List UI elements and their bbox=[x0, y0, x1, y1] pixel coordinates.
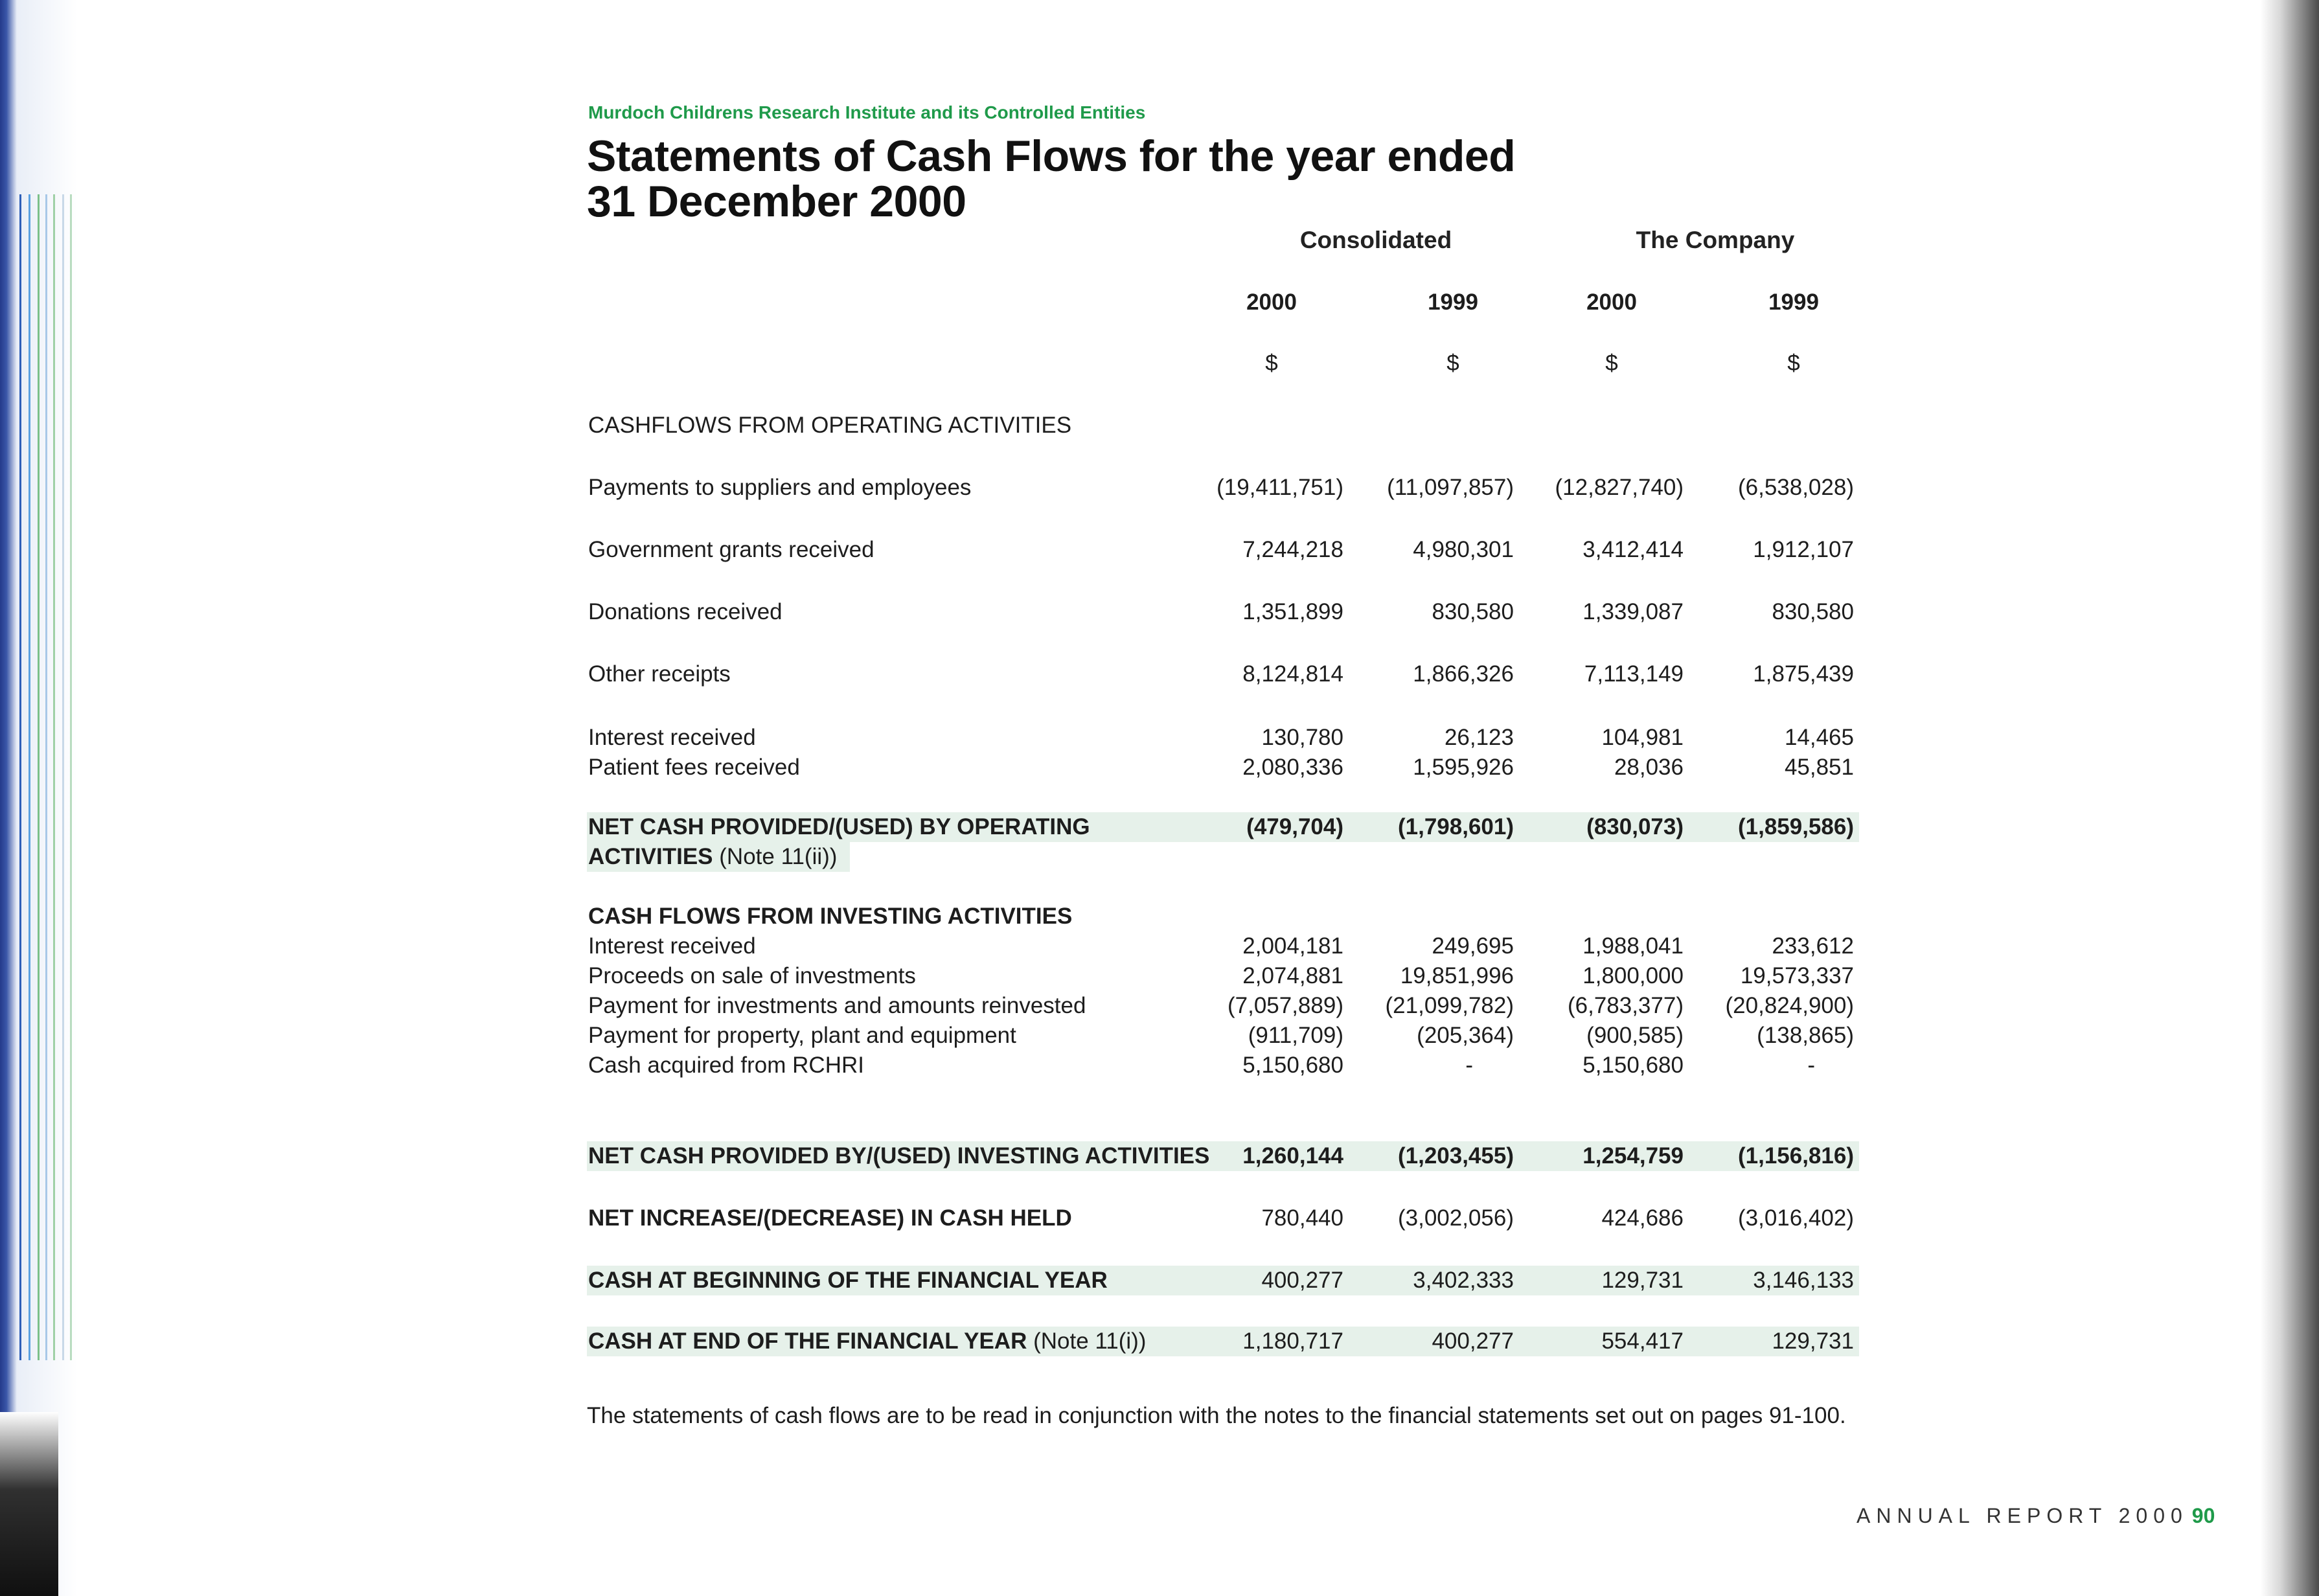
table-row bbox=[587, 991, 1859, 1021]
row-label bbox=[588, 1327, 1146, 1356]
cell-value: (11,097,857) bbox=[1387, 475, 1514, 500]
row-label: Cash acquired from RCHRI bbox=[588, 1053, 864, 1078]
cell-value: (12,827,740) bbox=[1555, 475, 1684, 500]
cell-value: 104,981 bbox=[1601, 725, 1684, 750]
table-row bbox=[587, 1051, 1859, 1080]
cell-value: 2,004,181 bbox=[1242, 933, 1343, 959]
cell-value: (830,073) bbox=[1586, 814, 1684, 839]
cell-value: 1,254,759 bbox=[1582, 1143, 1684, 1168]
cell-value: - bbox=[1807, 1053, 1815, 1078]
table-row bbox=[587, 1021, 1859, 1051]
section-heading bbox=[587, 902, 1859, 931]
footer-label: ANNUAL REPORT 2000 bbox=[1856, 1504, 2188, 1527]
row-label: Interest received bbox=[588, 725, 756, 750]
table-row bbox=[587, 931, 1859, 961]
total-row-cash-end bbox=[587, 1327, 1859, 1356]
column-group-company: The Company bbox=[1636, 227, 1795, 253]
cell-value: 1,988,041 bbox=[1582, 933, 1684, 959]
cell-value: 129,731 bbox=[1601, 1268, 1684, 1293]
cell-value: 28,036 bbox=[1614, 755, 1684, 780]
binding-stripe bbox=[70, 194, 72, 1360]
table-row bbox=[587, 597, 1859, 627]
cell-value: 1,595,926 bbox=[1413, 755, 1514, 780]
note-reference: (Note 11(ii)) bbox=[719, 844, 838, 869]
table-row bbox=[587, 961, 1859, 991]
cell-value: (900,585) bbox=[1586, 1023, 1684, 1048]
currency-header: $ bbox=[1446, 350, 1459, 376]
investing-heading: CASH FLOWS FROM INVESTING ACTIVITIES bbox=[588, 904, 1073, 929]
cell-value: 554,417 bbox=[1601, 1328, 1684, 1354]
cell-value: (1,156,816) bbox=[1737, 1143, 1854, 1168]
cell-value: (1,859,586) bbox=[1737, 814, 1854, 839]
row-label: Payments to suppliers and employees bbox=[588, 475, 972, 500]
table-row bbox=[587, 473, 1859, 503]
year-header-row bbox=[587, 288, 1859, 317]
cell-value: 2,074,881 bbox=[1242, 963, 1343, 988]
binding-stripe bbox=[53, 194, 55, 1360]
page-title: Statements of Cash Flows for the year ended 31 December 2000 bbox=[587, 131, 1516, 226]
cell-value: 2,080,336 bbox=[1242, 755, 1343, 780]
book-binding-edge bbox=[0, 0, 78, 1596]
row-label bbox=[588, 812, 1145, 872]
table-row bbox=[587, 723, 1859, 753]
cell-value: 780,440 bbox=[1261, 1205, 1343, 1231]
cell-value: (138,865) bbox=[1757, 1023, 1854, 1048]
cell-value: - bbox=[1465, 1053, 1473, 1078]
cell-value: (479,704) bbox=[1246, 814, 1343, 839]
cell-value: 19,573,337 bbox=[1740, 963, 1854, 988]
binding-stripe bbox=[19, 194, 21, 1360]
currency-header-row bbox=[587, 348, 1859, 378]
row-label: Other receipts bbox=[588, 661, 731, 687]
cell-value: 1,260,144 bbox=[1242, 1143, 1343, 1168]
total-row-net-increase bbox=[587, 1203, 1859, 1233]
cell-value: 19,851,996 bbox=[1400, 963, 1514, 988]
cell-value: 1,351,899 bbox=[1242, 599, 1343, 624]
row-label: Government grants received bbox=[588, 537, 874, 562]
cell-value: 830,580 bbox=[1432, 599, 1514, 624]
column-group-consolidated: Consolidated bbox=[1299, 227, 1452, 253]
row-label: CASH AT BEGINNING OF THE FINANCIAL YEAR bbox=[588, 1268, 1108, 1293]
cell-value: (7,057,889) bbox=[1227, 993, 1343, 1018]
note-reference: (Note 11(i)) bbox=[1033, 1328, 1147, 1354]
cell-value: 5,150,680 bbox=[1242, 1053, 1343, 1078]
row-label: NET INCREASE/(DECREASE) IN CASH HELD bbox=[588, 1205, 1072, 1231]
cell-value: (19,411,751) bbox=[1217, 475, 1343, 500]
year-header: 1999 bbox=[1768, 290, 1819, 315]
cell-value: (6,538,028) bbox=[1737, 475, 1854, 500]
cell-value: 249,695 bbox=[1432, 933, 1514, 959]
cell-value: 3,412,414 bbox=[1582, 537, 1684, 562]
currency-header: $ bbox=[1605, 350, 1618, 376]
cell-value: 8,124,814 bbox=[1242, 661, 1343, 687]
cash-end-label: CASH AT END OF THE FINANCIAL YEAR bbox=[588, 1328, 1027, 1354]
cell-value: (205,364) bbox=[1417, 1023, 1514, 1048]
row-label: NET CASH PROVIDED BY/(USED) INVESTING ACTIVITIES bbox=[588, 1143, 1210, 1168]
cell-value: 26,123 bbox=[1444, 725, 1514, 750]
row-label: Payment for investments and amounts reinvested bbox=[588, 993, 1086, 1018]
cell-value: 130,780 bbox=[1261, 725, 1343, 750]
row-label: Interest received bbox=[588, 933, 756, 959]
cell-value: 7,113,149 bbox=[1584, 661, 1684, 687]
table-row bbox=[587, 535, 1859, 565]
cell-value: (911,709) bbox=[1248, 1023, 1343, 1048]
cell-value: 400,277 bbox=[1261, 1268, 1343, 1293]
footnote: The statements of cash flows are to be read in conjunction with the notes to the financial statements set out on pages 91-100. bbox=[587, 1403, 1846, 1428]
table-row bbox=[587, 659, 1859, 689]
binding-shadow bbox=[0, 1412, 58, 1596]
cell-value: 4,980,301 bbox=[1413, 537, 1514, 562]
cell-value: 1,875,439 bbox=[1753, 661, 1854, 687]
total-row-net-operating bbox=[587, 812, 1859, 872]
cell-value: 233,612 bbox=[1772, 933, 1854, 959]
binding-stripe bbox=[62, 194, 64, 1360]
row-label: Patient fees received bbox=[588, 755, 800, 780]
cell-value: 1,339,087 bbox=[1582, 599, 1684, 624]
currency-header: $ bbox=[1787, 350, 1800, 376]
total-row-net-investing bbox=[587, 1141, 1859, 1171]
row-label: Payment for property, plant and equipment bbox=[588, 1023, 1016, 1048]
page-footer bbox=[1856, 1504, 2215, 1528]
cell-value: (3,016,402) bbox=[1737, 1205, 1854, 1231]
year-header: 2000 bbox=[1246, 290, 1297, 315]
cell-value: 45,851 bbox=[1784, 755, 1854, 780]
cell-value: (1,203,455) bbox=[1397, 1143, 1514, 1168]
cell-value: 7,244,218 bbox=[1242, 537, 1343, 562]
cell-value: 424,686 bbox=[1601, 1205, 1684, 1231]
year-header: 2000 bbox=[1586, 290, 1637, 315]
total-row-cash-beginning bbox=[587, 1266, 1859, 1295]
binding-stripe bbox=[45, 194, 47, 1360]
row-label: Proceeds on sale of investments bbox=[588, 963, 916, 988]
cell-value: 5,150,680 bbox=[1582, 1053, 1684, 1078]
row-label: Donations received bbox=[588, 599, 783, 624]
cell-value: 3,146,133 bbox=[1753, 1268, 1854, 1293]
section-heading bbox=[587, 411, 1859, 440]
page-curl-edge bbox=[2261, 0, 2319, 1596]
cell-value: 1,912,107 bbox=[1753, 537, 1854, 562]
cell-value: 129,731 bbox=[1772, 1328, 1854, 1354]
cell-value: 830,580 bbox=[1772, 599, 1854, 624]
page-number: 90 bbox=[2191, 1504, 2215, 1527]
cell-value: 1,866,326 bbox=[1413, 661, 1514, 687]
cell-value: 1,180,717 bbox=[1242, 1328, 1343, 1354]
cell-value: (6,783,377) bbox=[1567, 993, 1684, 1018]
cell-value: 1,800,000 bbox=[1582, 963, 1684, 988]
year-header: 1999 bbox=[1428, 290, 1478, 315]
currency-header: $ bbox=[1265, 350, 1278, 376]
cell-value: 14,465 bbox=[1784, 725, 1854, 750]
net-operating-label: NET CASH PROVIDED/(USED) BY OPERATING ACTIVITIES bbox=[588, 814, 1090, 869]
cell-value: (1,798,601) bbox=[1397, 814, 1514, 839]
cell-value: (3,002,056) bbox=[1397, 1205, 1514, 1231]
organization-name: Murdoch Childrens Research Institute and its Controlled Entities bbox=[588, 102, 1146, 122]
cell-value: (21,099,782) bbox=[1385, 993, 1514, 1018]
binding-stripe bbox=[29, 194, 30, 1360]
operating-heading: CASHFLOWS FROM OPERATING ACTIVITIES bbox=[588, 413, 1072, 438]
cell-value: 400,277 bbox=[1432, 1328, 1514, 1354]
binding-stripe bbox=[38, 194, 40, 1360]
table-row bbox=[587, 753, 1859, 782]
cell-value: (20,824,900) bbox=[1725, 993, 1854, 1018]
cell-value: 3,402,333 bbox=[1413, 1268, 1514, 1293]
